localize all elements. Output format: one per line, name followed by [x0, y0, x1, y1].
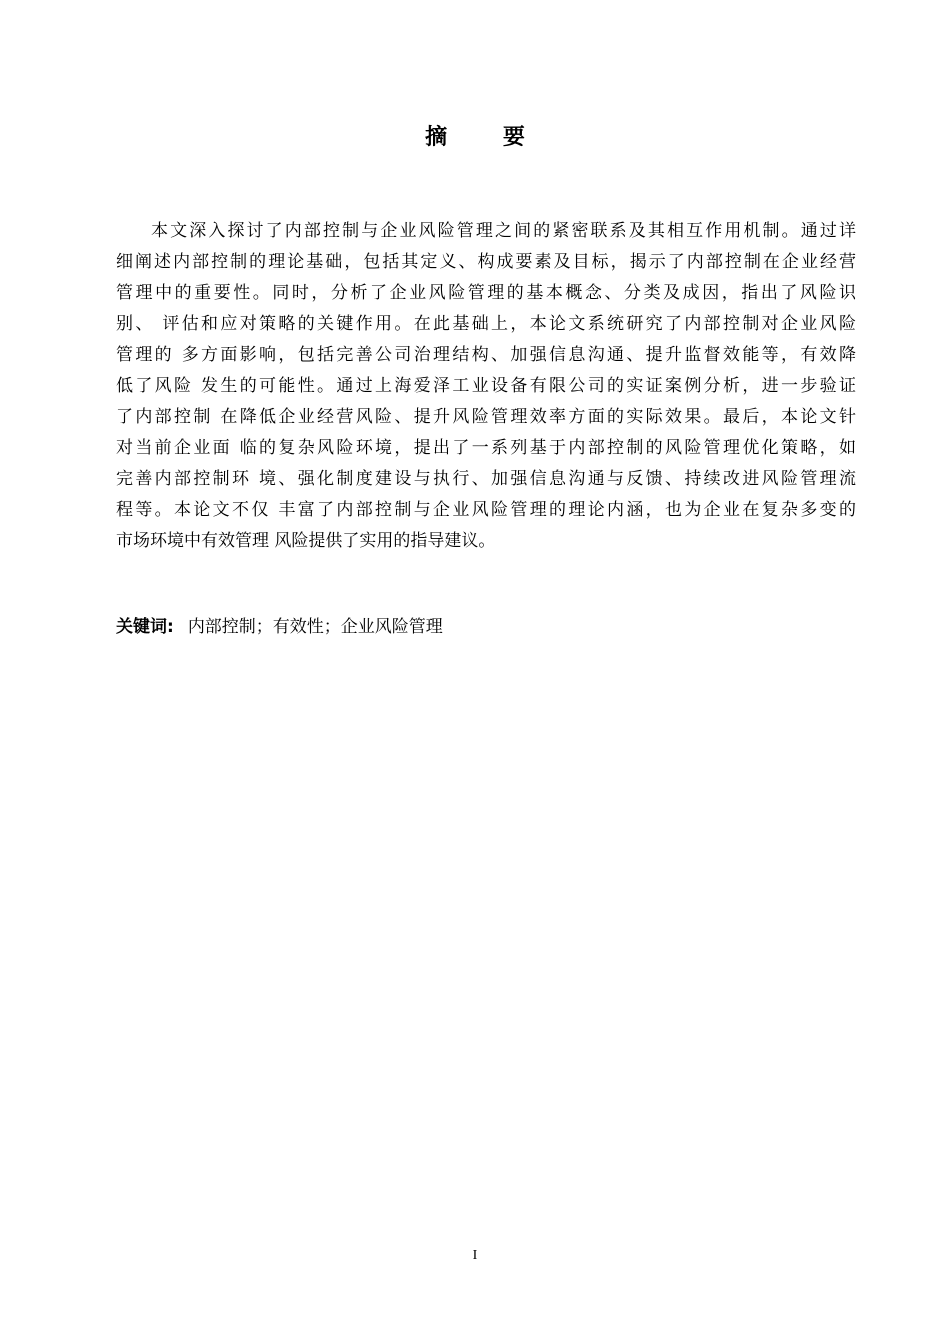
page-number: I — [472, 1248, 478, 1263]
abstract-line: 细阐述内部控制的理论基础，包括其定义、构成要素及目标，揭示了内部控制在企业经营 — [116, 252, 856, 272]
abstract-line: 程等。本论文不仅 丰富了内部控制与企业风险管理的理论内涵，也为企业在复杂多变的 — [116, 500, 856, 520]
abstract-line: 管理中的重要性。同时，分析了企业风险管理的基本概念、分类及成因，指出了风险识 — [116, 283, 856, 303]
abstract-line: 了内部控制 在降低企业经营风险、提升风险管理效率方面的实际效果。最后，本论文针 — [116, 407, 856, 427]
abstract-line: 别、 评估和应对策略的关键作用。在此基础上，本论文系统研究了内部控制对企业风险 — [116, 314, 856, 334]
abstract-line: 市场环境中有效管理 风险提供了实用的指导建议。 — [116, 531, 496, 551]
abstract-body — [116, 216, 856, 557]
abstract-line: 低了风险 发生的可能性。通过上海爱泽工业设备有限公司的实证案例分析，进一步验证 — [116, 376, 856, 396]
keywords-label: 关键词: — [116, 617, 174, 637]
keywords-row — [116, 612, 443, 642]
page-title: 摘 要 — [425, 125, 549, 150]
abstract-line: 管理的 多方面影响，包括完善公司治理结构、加强信息沟通、提升监督效能等，有效降 — [116, 345, 856, 365]
abstract-line: 对当前企业面 临的复杂风险环境，提出了一系列基于内部控制的风险管理优化策略，如 — [116, 438, 856, 458]
keywords-value: 内部控制；有效性；企业风险管理 — [187, 617, 443, 637]
abstract-line: 本文深入探讨了内部控制与企业风险管理之间的紧密联系及其相互作用机制。通过详 — [151, 221, 856, 241]
abstract-line: 完善内部控制环 境、强化制度建设与执行、加强信息沟通与反馈、持续改进风险管理流 — [116, 469, 856, 489]
